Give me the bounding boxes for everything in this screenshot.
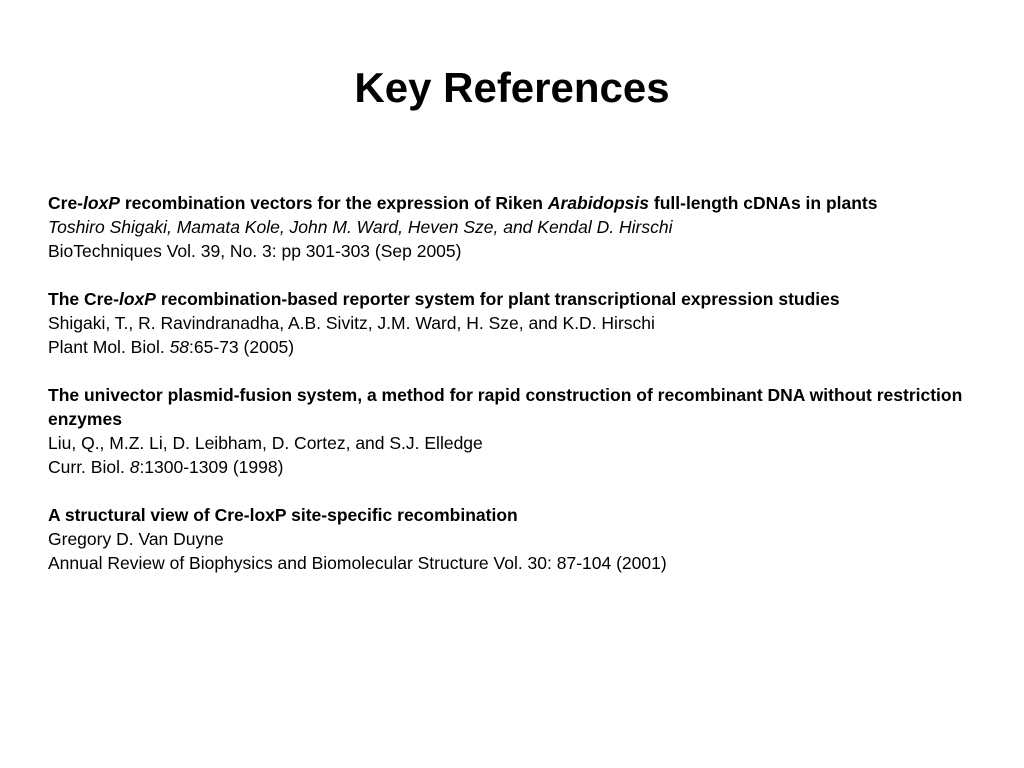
reference-authors: Shigaki, T., R. Ravindranadha, A.B. Sivitz, J.M. Ward, H. Sze, and K.D. Hirschi [48, 313, 655, 333]
reference-item [48, 383, 1008, 479]
citation-text: Curr. Biol. [48, 457, 130, 477]
reference-authors: Gregory D. Van Duyne [48, 529, 224, 549]
title-text: Cre- [48, 193, 84, 213]
citation-volume: 8 [129, 457, 140, 477]
title-italic-text: loxP [118, 289, 156, 309]
slide-title: Key References [354, 64, 670, 111]
title-text: The Cre- [48, 289, 119, 309]
reference-item [48, 503, 1008, 575]
title-italic-text: loxP [83, 193, 120, 213]
reference-citation [48, 455, 1008, 479]
reference-title [48, 287, 1008, 311]
title-italic-text: Arabidopsis [547, 193, 650, 213]
title-text: recombination-based reporter system for plant transcriptional expression studies [155, 289, 840, 309]
reference-citation: BioTechniques Vol. 39, No. 3: pp 301-303 (Sep 2005) [48, 241, 462, 261]
reference-authors: Toshiro Shigaki, Mamata Kole, John M. Ward, Heven Sze, and Kendal D. Hirschi [48, 217, 673, 237]
reference-title: The univector plasmid-fusion system, a method for rapid construction of recombinant DNA without restriction enzymes [48, 385, 963, 429]
citation-text: :1300-1309 (1998) [139, 457, 284, 477]
reference-item [48, 191, 1008, 263]
reference-authors: Liu, Q., M.Z. Li, D. Leibham, D. Cortez, and S.J. Elledge [48, 433, 483, 453]
reference-title [48, 191, 1008, 215]
title-text: full-length cDNAs in plants [649, 193, 878, 213]
reference-citation [48, 335, 1008, 359]
title-text: recombination vectors for the expression of Riken [119, 193, 548, 213]
reference-citation: Annual Review of Biophysics and Biomolecular Structure Vol. 30: 87-104 (2001) [48, 553, 667, 573]
references-list [48, 191, 1008, 599]
citation-text: Plant Mol. Biol. [48, 337, 170, 357]
citation-text: :65-73 (2005) [189, 337, 295, 357]
reference-title: A structural view of Cre-loxP site-specific recombination [48, 505, 518, 525]
citation-volume: 58 [169, 337, 190, 357]
reference-item [48, 287, 1008, 359]
